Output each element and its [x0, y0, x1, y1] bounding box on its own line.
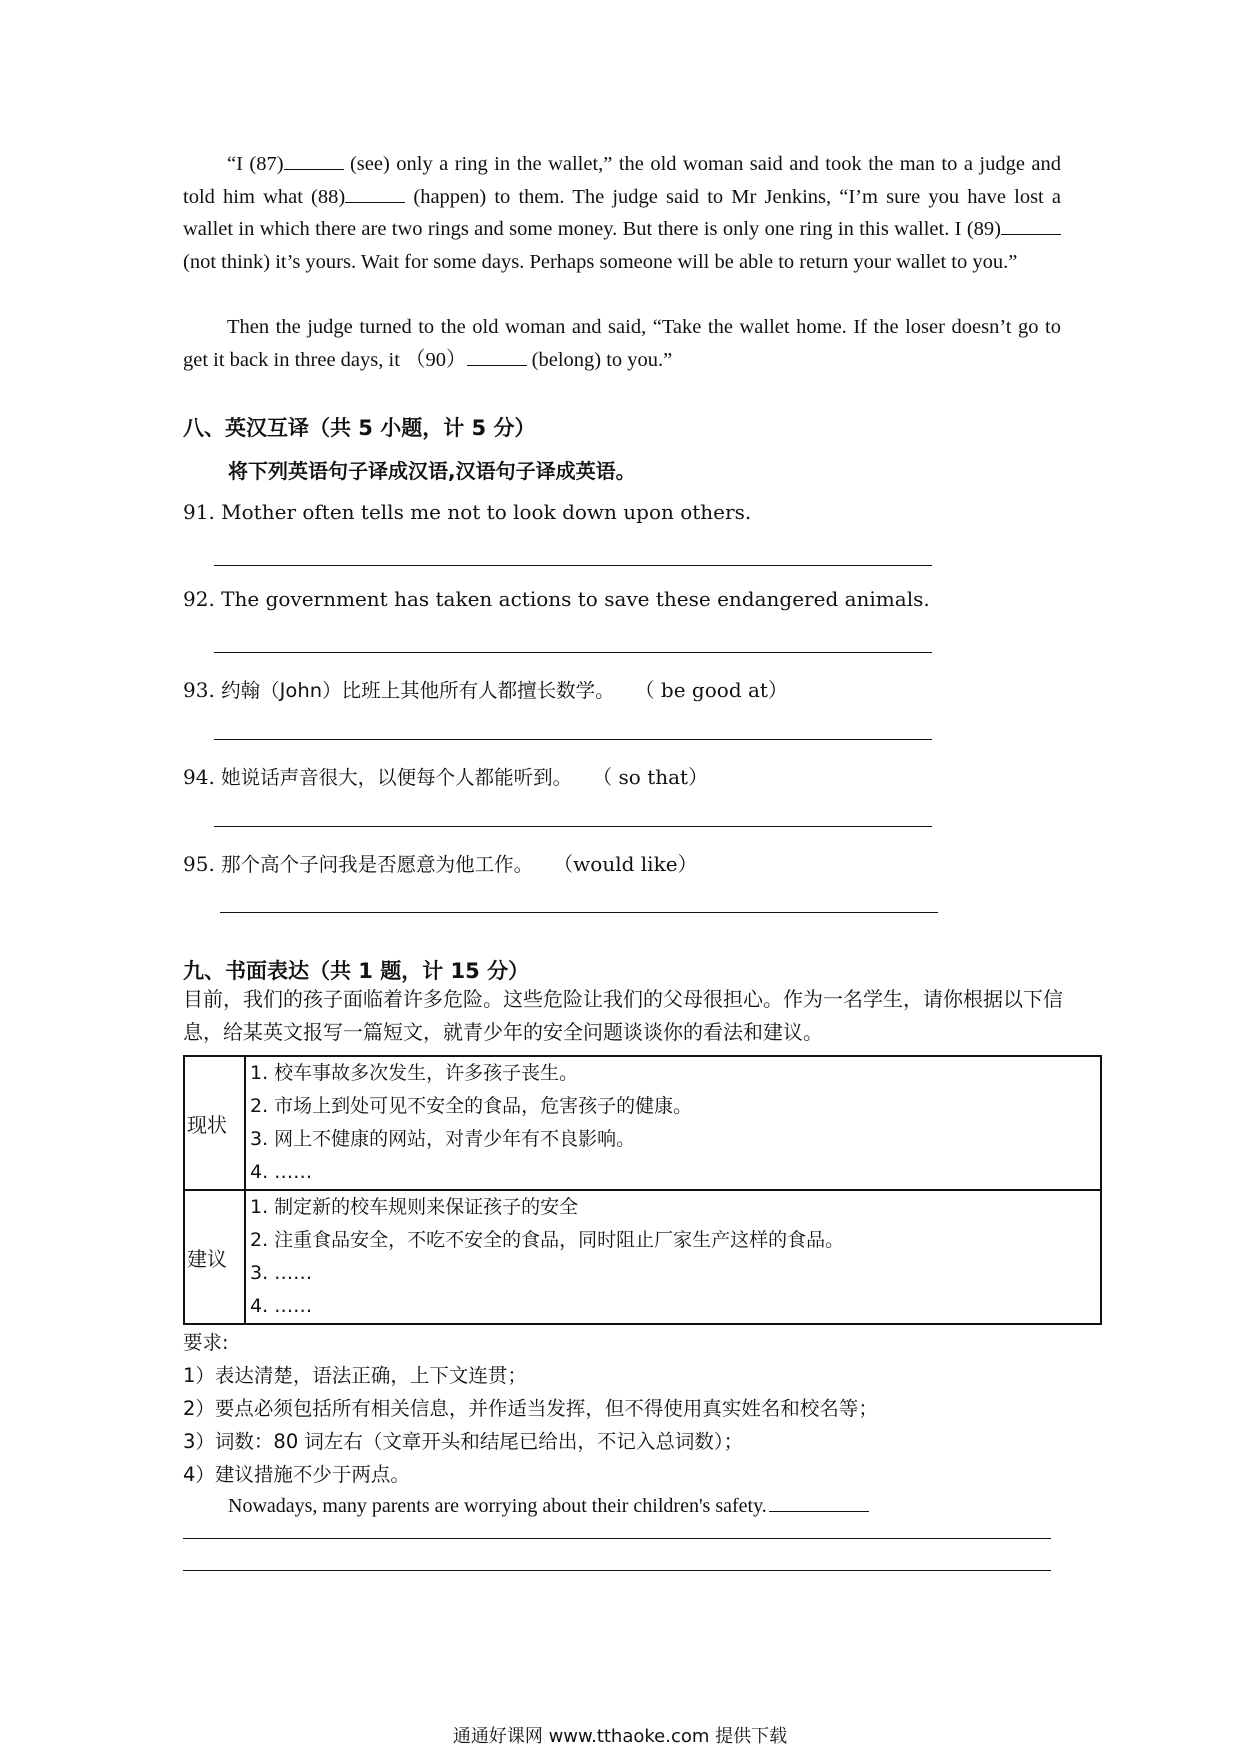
table-row: [184, 1190, 1101, 1324]
answer-line-92[interactable]: [214, 652, 932, 653]
list-item: 4. ……: [250, 1161, 313, 1183]
passage-text: (not think) it’s yours. Wait for some days. Perhaps someone will be able to return your wallet to you.”: [183, 250, 1018, 273]
requirement-item: 2）要点必须包括所有相关信息，并作适当发挥，但不得使用真实姓名和校名等；: [183, 1397, 878, 1420]
passage-text: Then the judge turned to the old woman and said, “Take the wallet home. If the loser doesn’t go to get it back in three days, it （90）: [183, 316, 1061, 371]
essay-starter: [228, 1493, 869, 1518]
blank-89[interactable]: [1001, 216, 1061, 235]
essay-line-2[interactable]: [183, 1570, 1051, 1571]
row-content: [245, 1190, 1101, 1324]
passage-text: (belong) to you.”: [526, 348, 673, 371]
passage-text: (see) only a ring in the wallet,” the old woman said and took the man to a judge and told him what (88): [183, 153, 1061, 208]
requirements-title: 要求:: [183, 1331, 229, 1354]
section-8-instruction: 将下列英语句子译成汉语,汉语句子译成英语。: [228, 459, 636, 483]
list-item: 1. 校车事故多次发生，许多孩子丧生。: [250, 1062, 579, 1084]
question-number: 93.: [183, 678, 222, 702]
answer-line-91[interactable]: [214, 565, 932, 566]
blank-90[interactable]: [467, 347, 527, 366]
blank-87[interactable]: [284, 151, 344, 170]
list-item: 2. 注重食品安全，不吃不安全的食品，同时阻止厂家生产这样的食品。: [250, 1229, 845, 1251]
page-footer: 通通好课网 www.tthaoke.com 提供下载: [452, 1726, 788, 1747]
question-hint: （would like）: [563, 852, 698, 876]
question-text: 她说话声音很大，以便每个人都能听到。: [221, 766, 573, 789]
question-91: 91. Mother often tells me not to look down upon others.: [183, 500, 752, 524]
answer-line-95[interactable]: [220, 912, 938, 913]
list-item: 4. ……: [250, 1295, 313, 1317]
question-93: [183, 674, 788, 703]
info-table: [183, 1055, 1102, 1325]
list-item: 2. 市场上到处可见不安全的食品，危害孩子的健康。: [250, 1095, 693, 1117]
essay-blank[interactable]: [769, 1493, 869, 1512]
question-text: 约翰（John）比班上其他所有人都擅长数学。: [221, 679, 615, 702]
requirement-item: 1）表达清楚，语法正确，上下文连贯；: [183, 1364, 527, 1387]
question-92: 92. The government has taken actions to save these endangered animals.: [183, 587, 930, 611]
table-row: [184, 1056, 1101, 1190]
requirement-item: 4）建议措施不少于两点。: [183, 1463, 410, 1486]
question-94: [183, 761, 708, 790]
question-hint: （ be good at）: [644, 678, 788, 702]
list-item: 3. ……: [250, 1262, 313, 1284]
blank-88[interactable]: [345, 184, 405, 203]
list-item: 1. 制定新的校车规则来保证孩子的安全: [250, 1196, 579, 1218]
passage-paragraph-2: [183, 311, 1061, 376]
section-9-title: 九、书面表达（共 1 题，计 15 分）: [183, 959, 530, 983]
row-content: [245, 1056, 1101, 1190]
question-number: 94.: [183, 765, 222, 789]
passage-paragraph-1: [183, 148, 1061, 278]
list-item: 3. 网上不健康的网站，对青少年有不良影响。: [250, 1128, 636, 1150]
section-8-title: 八、英汉互译（共 5 小题，计 5 分）: [183, 416, 536, 440]
passage-text: (happen) to them. The judge said to Mr Jenkins, “I’m sure you have lost a wallet in which there are two rings and some money. But there is only one ring in this wallet. I (89): [183, 185, 1061, 240]
passage-text: “I (87): [227, 153, 284, 175]
question-text: 那个高个子问我是否愿意为他工作。: [221, 853, 534, 876]
row-label-suggestions: 建议: [184, 1190, 245, 1324]
question-number: 95.: [183, 852, 222, 876]
row-label-current-situation: 现状: [184, 1056, 245, 1190]
answer-line-94[interactable]: [214, 826, 932, 827]
essay-line-1[interactable]: [183, 1538, 1051, 1539]
essay-starter-text: Nowadays, many parents are worrying about their children's safety.: [228, 1495, 767, 1517]
requirement-item: 3）词数：80 词左右（文章开头和结尾已给出，不记入总词数）；: [183, 1430, 744, 1453]
writing-prompt: 目前，我们的孩子面临着许多危险。这些危险让我们的父母很担心。作为一名学生，请你根据以下信息，给某英文报写一篇短文，就青少年的安全问题谈谈你的看法和建议。: [183, 987, 1063, 1044]
answer-line-93[interactable]: [214, 739, 932, 740]
question-95: [183, 848, 698, 877]
question-hint: （ so that）: [602, 765, 709, 789]
